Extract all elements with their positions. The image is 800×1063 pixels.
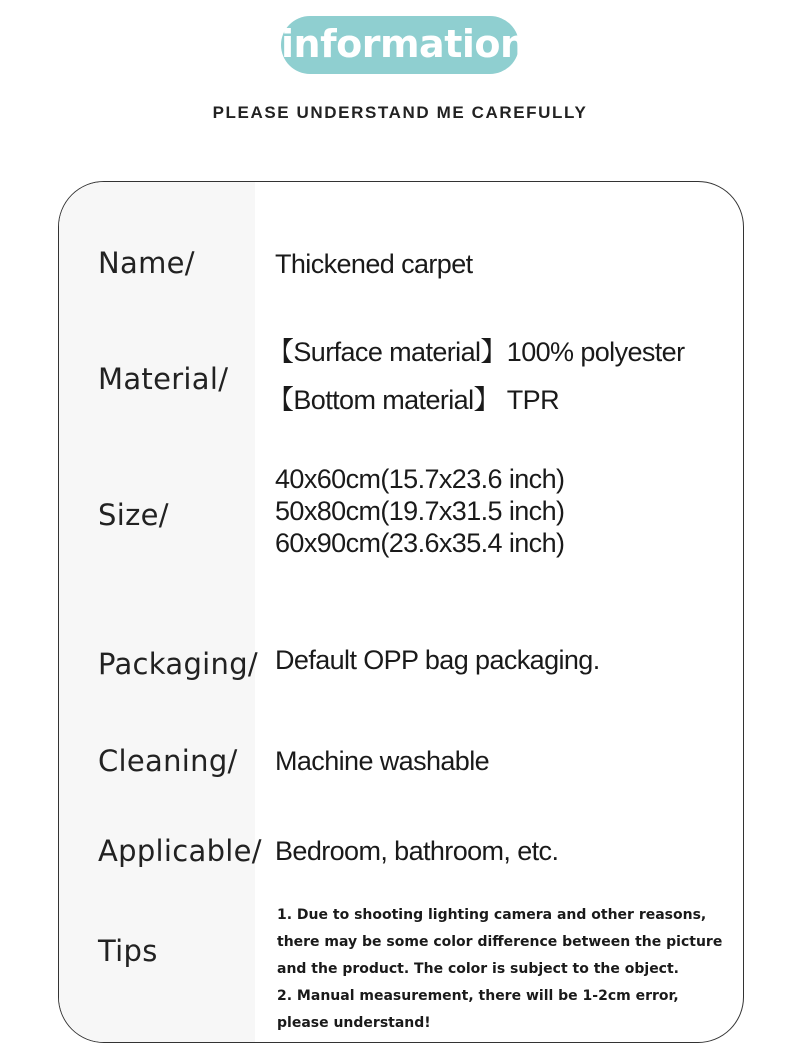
size-values: [275, 463, 564, 559]
name-value: Thickened carpet: [275, 249, 473, 279]
applicable-label: Applicable/: [98, 834, 262, 868]
tips-line: please understand!: [277, 1015, 431, 1031]
surface-material-value: 【Surface material】100% polyester: [267, 337, 685, 367]
packaging-label: Packaging/: [98, 647, 258, 681]
page-subtitle: PLEASE UNDERSTAND ME CAREFULLY: [212, 103, 588, 122]
information-badge: information: [281, 16, 519, 74]
tips-line: and the product. The color is subject to the object.: [277, 961, 679, 977]
size-option: 50x80cm(19.7x31.5 inch): [275, 496, 565, 526]
tips-line: 1. Due to shooting lighting camera and other reasons,: [277, 907, 707, 923]
bottom-material-value: 【Bottom material】 TPR: [267, 385, 559, 415]
cleaning-value: Machine washable: [275, 746, 490, 776]
material-label: Material/: [98, 362, 229, 396]
product-info-card: [58, 181, 744, 1043]
label-column: [59, 182, 255, 1042]
packaging-value: Default OPP bag packaging.: [275, 645, 600, 675]
size-option: 40x60cm(15.7x23.6 inch): [275, 464, 565, 494]
size-option: 60x90cm(23.6x35.4 inch): [275, 528, 565, 558]
tips-line: 2. Manual measurement, there will be 1-2cm error,: [277, 988, 679, 1004]
cleaning-label: Cleaning/: [98, 744, 238, 778]
tips-line: there may be some color difference between the picture: [277, 934, 723, 950]
tips-text: [277, 902, 723, 1037]
applicable-value: Bedroom, bathroom, etc.: [275, 836, 559, 866]
size-label: Size/: [98, 498, 169, 532]
name-label: Name/: [98, 246, 195, 280]
tips-label: Tips: [98, 934, 158, 968]
